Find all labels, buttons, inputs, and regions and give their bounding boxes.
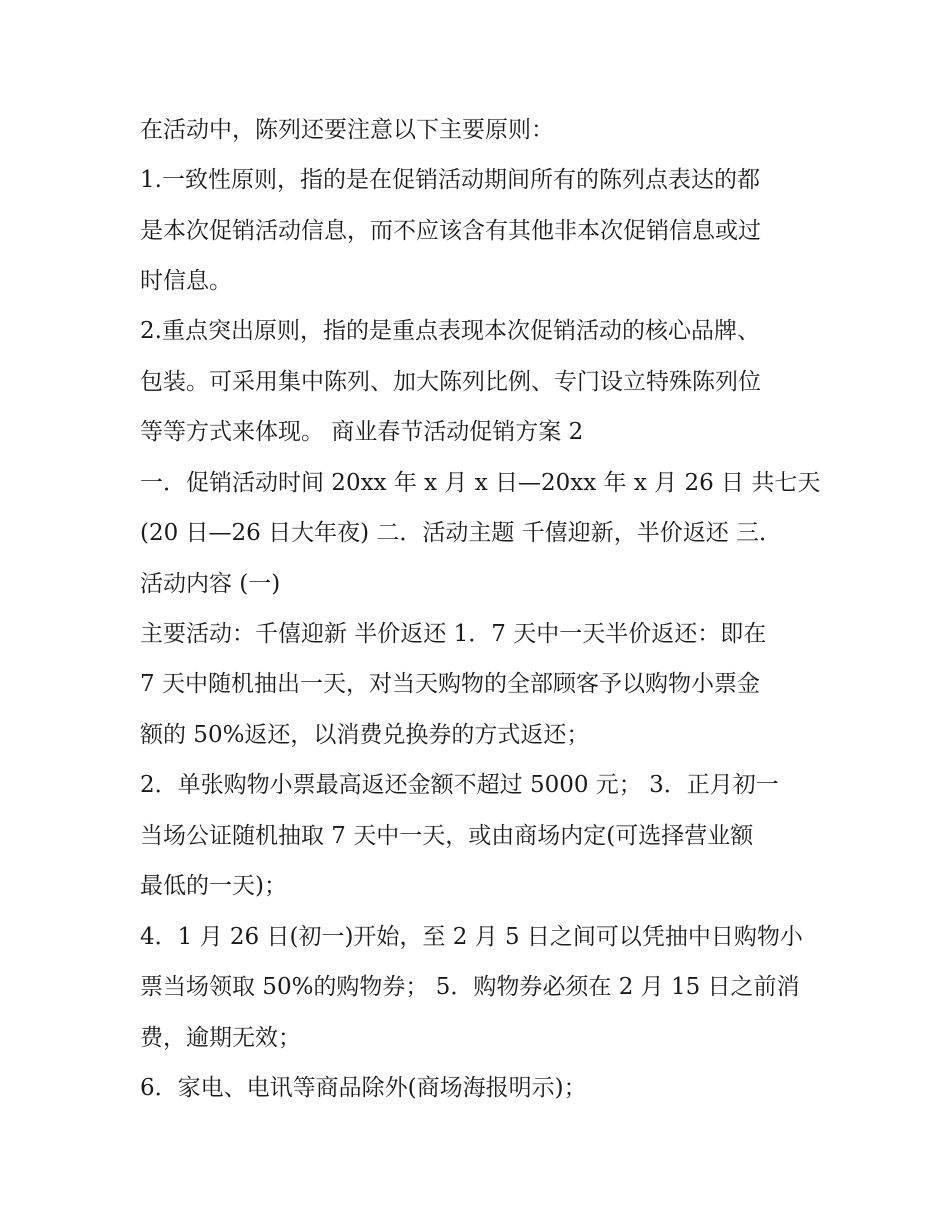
text-line: 等等方式来体现。 商业春节活动促销方案 2 (140, 419, 584, 445)
text-line: 在活动中，陈列还要注意以下主要原则： (140, 117, 554, 143)
text-line: 2.重点突出原则，指的是重点表现本次促销活动的核心品牌、 (140, 318, 760, 344)
text-line: 6．家电、电讯等商品除外(商场海报明示)； (140, 1075, 587, 1101)
text-line: 7 天中随机抽出一天，对当天购物的全部顾客予以购物小票金 (140, 671, 760, 697)
text-line: 一．促销活动时间 20xx 年 x 月 x 日—20xx 年 x 月 26 日 共七天 (140, 470, 821, 496)
text-line: (20 日—26 日大年夜) 二．活动主题 千僖迎新，半价返还 三． (140, 520, 783, 546)
text-line: 4．1 月 26 日(初一)开始，至 2 月 5 日之间可以凭抽中日购物小 (140, 924, 803, 950)
text-line: 时信息。 (140, 268, 232, 294)
text-line: 主要活动：千僖迎新 半价返还 1．7 天中一天半价返还：即在 (140, 621, 767, 647)
text-line: 当场公证随机抽取 7 天中一天，或由商场内定(可选择营业额 (140, 823, 754, 849)
text-line: 1.一致性原则，指的是在促销活动期间所有的陈列点表达的都 (140, 167, 760, 193)
text-line: 额的 50%返还，以消费兑换券的方式返还； (140, 722, 590, 748)
text-line: 最低的一天)； (140, 873, 287, 899)
text-line: 2．单张购物小票最高返还金额不超过 5000 元； 3．正月初一 (140, 772, 779, 798)
text-line: 费，逾期无效； (140, 1025, 301, 1051)
text-line: 包装。可采用集中陈列、加大陈列比例、专门设立特殊陈列位 (140, 369, 761, 395)
text-line: 票当场领取 50%的购物券； 5．购物券必须在 2 月 15 日之前消 (140, 974, 800, 1000)
text-line: 活动内容 (一) (140, 571, 281, 597)
text-line: 是本次促销活动信息，而不应该含有其他非本次促销信息或过 (140, 218, 761, 244)
